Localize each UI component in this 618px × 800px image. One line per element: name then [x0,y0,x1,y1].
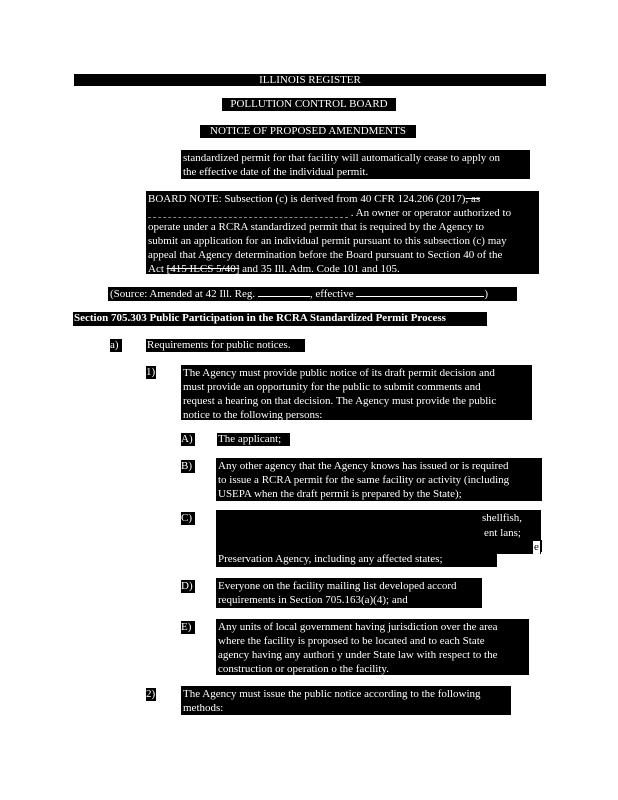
item-1-label-text: 1) [146,366,156,378]
item-C-label [181,512,195,525]
continuation-line-2: the effective date of the individual permit. [183,166,369,178]
board-note-line-1 [148,192,537,206]
item-B-line-2: to issue a RCRA permit for the same facility or activity (including [218,474,510,486]
item-2-line-2: methods: [183,702,224,714]
board-title-text: POLLUTION CONTROL BOARD [230,98,388,110]
item-A-text [217,433,290,446]
item-A-label [181,433,195,446]
item-B-label-text: B) [181,460,192,472]
board-title [222,98,396,111]
item-B-line-3: USEPA when the draft permit is prepared by the State); [218,488,462,500]
item-1-line-3: request a hearing on that decision. The Agency must provide the public [183,395,497,407]
section-title-text: Section 705.303 Public Participation in the RCRA Standardized Permit Process [74,312,446,324]
item-E-label [181,621,195,634]
item-C-last-line [216,553,497,567]
source-text-c: ) [484,288,489,300]
item-C-fragment-2: ent lans; [484,527,521,539]
sub-a-label [110,339,122,352]
item-C-fragment-1: shellfish, [482,512,523,524]
item-B-paragraph [216,458,542,501]
register-title: ILLINOIS REGISTER [259,74,361,86]
item-E-label-text: E) [181,621,192,633]
board-note-paragraph [146,191,539,274]
item-2-label-text: 2) [146,688,156,700]
sub-a-text-content: Requirements for public notices. [147,339,291,351]
item-A-label-text: A) [181,433,193,445]
item-C-fragment-3: e [534,541,539,553]
sub-a-text [146,339,305,352]
board-note-line-6 [148,262,537,276]
item-A-text-content: The applicant; [218,433,282,445]
board-note-line-4: submit an application for an individual permit pursuant to this subsection (c) may [148,235,507,247]
board-note-obscured-run [148,208,348,218]
item-1-line-1: The Agency must provide public notice of its draft permit decision and [183,367,495,379]
item-1-line-2: must provide an opportunity for the public to submit comments and [183,381,481,393]
item-D-line-1: Everyone on the facility mailing list developed accord [218,580,457,592]
notice-title-text: NOTICE OF PROPOSED AMENDMENTS [210,125,406,137]
section-title [73,312,487,326]
item-E-line-1: Any units of local government having jurisdiction over the area [218,621,498,633]
board-note-text-2: . An owner or operator authorized to [350,207,512,219]
item-E-paragraph [216,619,529,675]
notice-title [200,125,416,138]
item-D-label-text: D) [181,580,193,592]
item-B-line-1: Any other agency that the Agency knows has issued or is required [218,460,509,472]
item-2-paragraph [181,686,511,715]
item-2-label [146,688,156,701]
source-line [108,287,517,301]
item-E-line-2: where the facility is proposed to be located and to each State [218,635,485,647]
board-note-act: Act [148,263,167,275]
item-B-label [181,460,195,473]
item-E-line-4: construction or operation o the facility. [218,663,389,675]
source-blank-2 [356,287,484,297]
item-D-label [181,580,195,593]
source-text-b: , effective [309,288,354,300]
board-note-strike-1: , as [465,193,481,205]
board-note-text-1: BOARD NOTE: Subsection (c) is derived from 40 CFR 124.206 (2017) [148,193,466,205]
board-note-rules: and 35 Ill. Adm. Code 101 and 105. [239,263,400,275]
continuation-line-1: standardized permit for that facility will automatically cease to apply on [183,152,501,164]
item-1-line-4: notice to the following persons: [183,409,323,421]
board-note-line-3: operate under a RCRA standardized permit that is required by the Agency to [148,221,485,233]
item-C-label-text: C) [181,512,192,524]
source-blank-1 [258,287,310,297]
item-1-paragraph [181,365,532,420]
item-D-line-2: requirements in Section 705.163(a)(4); and [218,594,408,606]
board-note-line-5: appeal that Agency determination before the Board pursuant to Section 40 of the [148,249,503,261]
register-title-bar [74,74,546,86]
sub-a-label-text: a) [110,339,119,351]
board-note-struck-citation: [415 ILCS 5/40] [166,263,240,275]
item-C-last-text: Preservation Agency, including any affected states; [218,553,443,565]
continuation-paragraph [181,150,530,179]
item-2-line-1: The Agency must issue the public notice according to the following [183,688,481,700]
item-1-label [146,366,156,379]
item-D-paragraph [216,578,482,608]
item-E-line-3: agency having any authori y under State law with respect to the [218,649,498,661]
source-text-a: (Source: Amended at 42 Ill. Reg. [110,288,256,300]
board-note-line-2 [148,206,537,220]
